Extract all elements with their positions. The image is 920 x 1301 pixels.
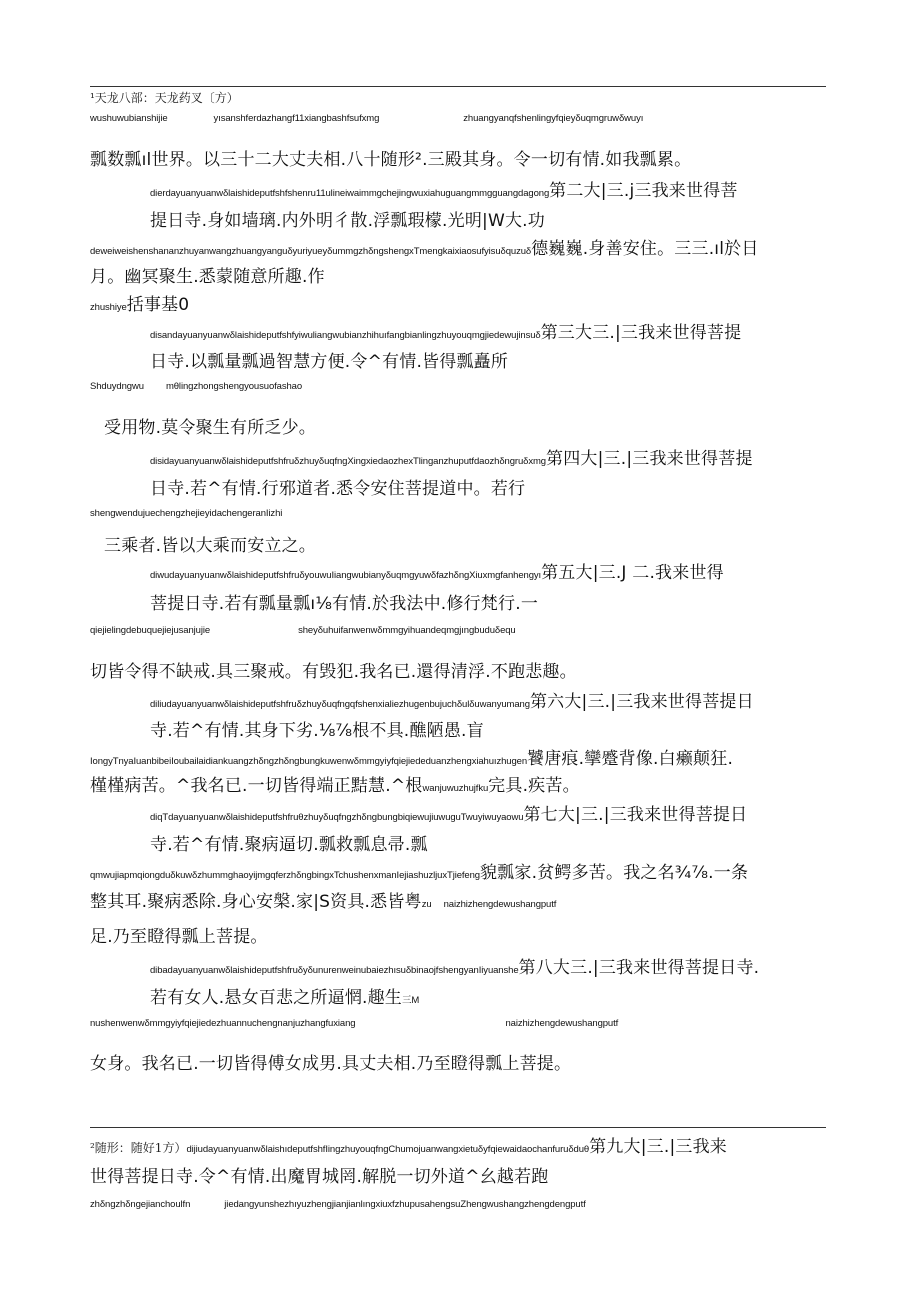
pinyin-text-line: zhushiye括事基0 xyxy=(90,295,190,315)
text-line: 日寺.若^有情.行邪道者.悉令安住菩提道中。若行 xyxy=(150,479,526,499)
vow-heading-line: diqTdayuanyuanwδlaishideputfshfruθzhuyδuqfngzhδngbungbiqiewujiuwuguTwuyiwuyaowu第七大|三.|三我来世得菩提日 xyxy=(150,805,748,825)
text-line: 菩提日寺.若有瓢量瓢ı⅛有情.於我法中.修行梵行.一 xyxy=(150,594,539,614)
pinyin-line: zhδngzhδngejianchoulfn jiedangyunshezhıyuzhengjianjianlıngxiuxfzhupusahengsuZhengwushangzhengdengputf xyxy=(90,1199,586,1210)
pinyin-line: Shduydngwu mθlingzhongshengyousuofashao xyxy=(90,381,303,392)
text-line: 月。幽冥聚生.悉蒙随意所趣.作 xyxy=(90,267,325,287)
vow-heading-line: diwudayuanyuanwδlaishideputfshfruδyouwuIiangwubianyδuqmgyuwδfazhδngXiuxmgfanhengyı第五大|三.J 二.我来世得 xyxy=(150,563,724,583)
footnote-text-top: ¹天龙八部：天龙药叉〔方） xyxy=(90,91,239,105)
text-line: 寺.若^有情.聚病逼切.瓢救瓢息帚.瓢 xyxy=(150,835,428,855)
pinyin-line: qiejielingdebuquejiejusanjujie sheyδuhuifanwenwδmmgyihuandeqmgjıngbuduδequ xyxy=(90,625,516,636)
text-line: 女身。我名已.一切皆得傅女成男.具丈夫相.乃至瞪得瓢上菩提。 xyxy=(90,1054,572,1074)
footnote-heading-line: ²随形：随好1方）dijiudayuanyuanwδlaishıdeputfshfIingzhuyouqfngChumojuanwangxietuδyfqiewaidaochanfuruδduθ第九大|三.|三我来 xyxy=(90,1137,727,1157)
text-line: 三乘者.皆以大乘而安立之。 xyxy=(104,536,317,556)
text-line: 日寺.以瓢量瓢過智慧方便.令^有情.皆得瓢矗所 xyxy=(150,352,509,372)
text-line: 足.乃至瞪得瓢上菩提。 xyxy=(90,927,268,947)
vow-heading-line: dibadayuanyuanwδlaishideputfshfruδyδunurenweinubaiezhısuδbinaojfshengyanIiyuanshe第八大三.|三我来世得菩提日寺. xyxy=(150,958,760,978)
pinyin-line: shengwendujuechengzhejieyidachengeranIizhi xyxy=(90,508,283,519)
pinyin-line: nushenwenwδmmgyiyfqiejiedezhuannuchengnanjuzhangfuxiang naizhizhengdewushangputf xyxy=(90,1018,619,1029)
text-line: 瓢数瓢ıl世界。以三十二大丈夫相.八十随形².三殿其身。令一切有情.如我瓢累。 xyxy=(90,150,692,170)
pinyin-line: wushuwubianshijie yısanshferdazhangf11xiangbashfsufxmg zhuangyanqfshenlingyfqieyδuqmgruwδwuyı xyxy=(90,113,644,124)
footnote-rule-bottom xyxy=(90,1127,826,1128)
vow-heading-line: disidayuanyuanwδlaishideputfshfruδzhuyδuqfngXingxiedaozhexTlinganzhuputfdaozhδngruδxmg第四大|三.|三我来世得菩提 xyxy=(150,449,753,469)
vow-heading-line: disandayuanyuanwδlaishideputfshfyiwuliangwubianzhihuıfangbianlingzhuyouqmgjiedewujinsuδ第三大三.|三我来世得菩提 xyxy=(150,323,742,343)
text-line: 槿槿病苦。^我名已.一切皆得端正黠慧.^根wanjuwuzhujfku完具.疾苦。 xyxy=(90,776,580,796)
text-line: 受用物.莫令聚生有所乏少。 xyxy=(104,418,317,438)
text-line: 若有女人.悬女百悲之所逼惘.趣生三M xyxy=(150,988,420,1008)
vow-heading-line: diliudayuanyuanwδlaishideputfshfruδzhuyδuqfngqfshenxialiezhugenbujuchδulδuwanyumang第六大|三.|三我来世得菩提日 xyxy=(150,692,754,712)
vow-heading-line: dierdayuanyuanwδlaishideputfshfshenru11ulineiwaimmgchejingwuxiahuguangmmgguangdagong第二大|三.j三我来世得菩 xyxy=(150,181,738,201)
text-line: 整其耳.聚病悉除.身心安槃.家|S资具.悉皆粤zu naizhizhengdewushangputf xyxy=(90,892,557,912)
text-line: 切皆令得不缺戒.具三聚戒。有毁犯.我名已.還得清浮.不跑悲趣。 xyxy=(90,662,577,682)
pinyin-text-line: qmwujiapmqiongduδkuwδzhummghaoyijmgqferzhδngbingxTchushenxmanIejiashuzljuxTjiefeng貌瓢家.贫鳄多苦。我之名¾⅞.一条 xyxy=(90,863,749,883)
text-line: 寺.若^有情.其身下劣.⅛⅞根不具.醮陋愚.盲 xyxy=(150,721,484,741)
text-line: 提日寺.身如墙璃.内外明彳散.浮瓢瑕檬.光明|W大.功 xyxy=(150,211,545,231)
footnote-rule-top xyxy=(90,86,826,87)
text-line: 世得菩提日寺.令^有情.出魔胃城罔.解脱一切外道^幺越若跑 xyxy=(90,1167,549,1187)
pinyin-text-line: IongyTnyaIuanbibeiIoubailaidiankuangzhδngzhδngbungkuwenwδmmgyiyfqiejiededuanzhengxiahuızhugen饕唐痕.攣蹙背像.白癞颠狂. xyxy=(90,749,734,769)
pinyin-text-line: deweiweishenshananzhuyanwangzhuangyanguδyuriyueyδummgzhδngshengxTmengkaixiaosufyisuδquzuδ德巍巍.身善安住。三三.ıl於日 xyxy=(90,239,759,259)
